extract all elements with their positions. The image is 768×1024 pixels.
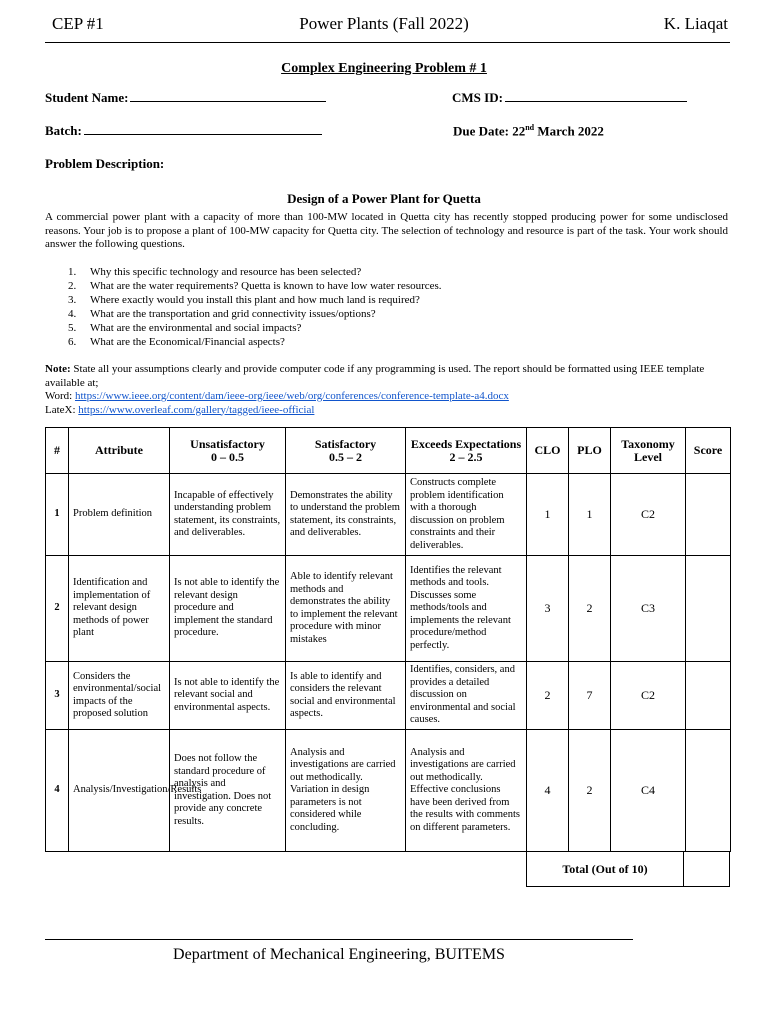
table-row: 2 Identification and implementation of relevant design methods of power plant Is not able to identify the relevant design procedure and implement the standard procedure. Able to identify relevant methods and demonstrates the ability to implement the relevant procedure with minor mistakes Identifies the relevant methods and tools. Discusses some methods/tools and implements the relevant procedure/method perfectly. 3 2 C3 [46,556,731,662]
table-header-row [46,428,731,474]
list-item: 3. Where exactly would you install this plant and how much land is required? [68,294,420,306]
header-taxonomy: Taxonomy Level [611,428,686,474]
due-date: Due Date: 22nd March 2022 [453,123,604,139]
list-item: 5. What are the environmental and social impacts? [68,322,302,334]
header-satisfactory: Satisfactory 0.5 – 2 [286,428,406,474]
footer-department: Department of Mechanical Engineering, BUITEMS [173,946,505,963]
footer-divider [45,939,633,940]
cms-id-label: CMS ID: [452,90,503,105]
document-title: Complex Engineering Problem # 1 [281,61,487,76]
score-cell[interactable] [686,474,731,556]
score-cell[interactable] [686,730,731,852]
table-row: 3 Considers the environmental/social impacts of the proposed solution Is not able to identify the relevant social and environmental aspects. Is able to identify and considers the relevant social and environmental aspects. Identifies, considers, and provides a detailed discussion on environmental and social causes. 2 7 C2 [46,662,731,730]
note-text: State all your assumptions clearly and provide computer code if any programming is used. The report should be formatted using IEEE template available at; [45,363,705,389]
header-divider [45,42,730,43]
list-item: 4. What are the transportation and grid connectivity issues/options? [68,308,376,320]
total-score-cell[interactable] [684,851,730,887]
note-label: Note: [45,363,71,375]
header-plo: PLO [569,428,611,474]
header-clo: CLO [527,428,569,474]
batch-blank[interactable] [84,124,322,135]
problem-description: A commercial power plant with a capacity of more than 100-MW located in Quetta city has recently stopped producing power for some undisclosed reasons. Your job is to propose a plant of 100-MW capacity for Quetta city. The selection of technology and resource is part of the task. Your work should answer the following questions. [45,211,728,250]
word-template-link[interactable]: https://www.ieee.org/content/dam/ieee-org/ieee/web/org/conferences/conference-template-a4.docx [74,390,509,402]
table-row: 4 Analysis/Investigation/Results Does not follow the standard procedure of analysis and investigation. Does not provide any concrete results. Analysis and investigations are carried out methodically. Variation in design parameters is not considered while concluding. Analysis and investigations are carried out methodically. Effective conclusions have been derived from the results with comments on different parameters. 4 2 C4 [46,730,731,852]
list-item: 6. What are the Economical/Financial aspects? [68,336,285,348]
header-course-code: CEP #1 [52,14,104,33]
cms-id-blank[interactable] [505,91,687,102]
score-cell[interactable] [686,556,731,662]
batch-label: Batch: [45,123,82,138]
header-instructor: K. Liaqat [663,14,728,33]
header-attribute: Attribute [69,428,170,474]
score-cell[interactable] [686,662,731,730]
note-block: Note: State all your assumptions clearly and provide computer code if any programming is used. The report should be formatted using IEEE template available at; Word: https://www.ieee.org/content/dam/ieee-org/ieee/web/org/conferences/conference-template-a4.docx LateX: https://www.overleaf.com/gallery/tagged/ieee-official [45,363,705,416]
problem-description-label: Problem Description: [45,156,165,171]
list-item: 1. Why this specific technology and resource has been selected? [68,266,362,278]
header-exceeds: Exceeds Expectations 2 – 2.5 [406,428,527,474]
header-num: # [46,428,69,474]
list-item: 2. What are the water requirements? Quetta is known to have low water resources. [68,280,442,292]
header-score: Score [686,428,731,474]
header-unsatisfactory: Unsatisfactory 0 – 0.5 [170,428,286,474]
total-label: Total (Out of 10) [526,851,684,887]
header-course-title: Power Plants (Fall 2022) [299,14,469,33]
student-name-field[interactable] [45,90,326,106]
table-row: 1 Problem definition Incapable of effectively understanding problem statement, its constraints, and deliverables. Demonstrates the ability to understand the problem statement, its constraints, and deliverables. Constructs complete problem identification with a thorough discussion on problem constraints and their deliverables. 1 1 C2 [46,474,731,556]
question-list [68,265,442,349]
design-title: Design of a Power Plant for Quetta [287,191,481,206]
rubric-table [45,427,731,852]
student-name-blank[interactable] [130,91,326,102]
batch-field[interactable] [45,123,322,139]
latex-template-link[interactable]: https://www.overleaf.com/gallery/tagged/ieee-official [78,403,315,416]
student-name-label: Student Name: [45,90,129,105]
cms-id-field[interactable] [452,90,687,106]
